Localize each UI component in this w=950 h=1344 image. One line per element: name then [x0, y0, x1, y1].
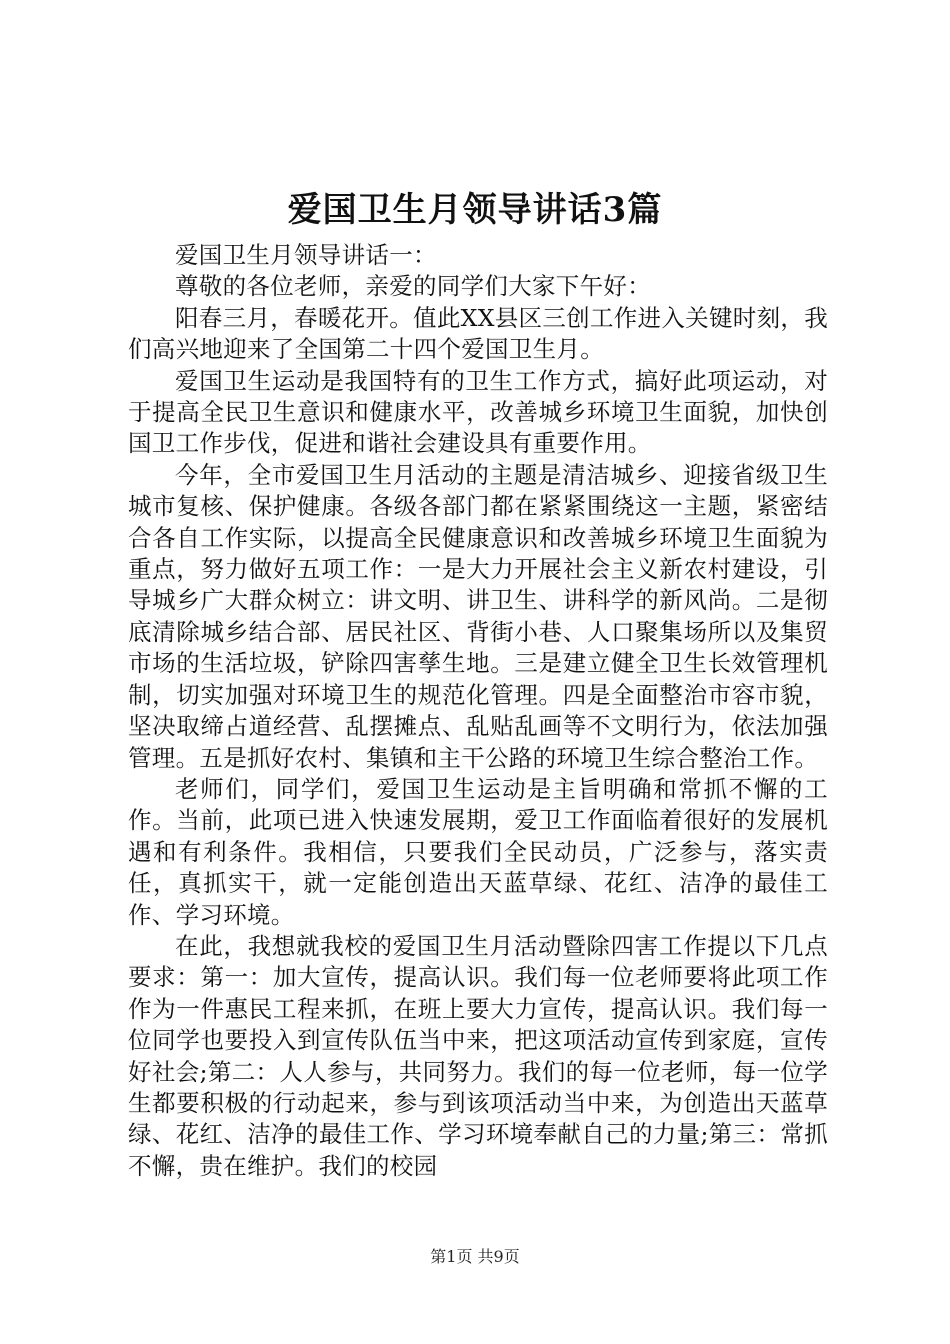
- page-number-footer: 第1页 共9页: [430, 1247, 520, 1266]
- document-title: 爱国卫生月领导讲话3篇: [287, 190, 663, 230]
- paragraph-requirements: 在此，我想就我校的爱国卫生月活动暨除四害工作提以下几点要求：第一：加大宣传，提高认识。我们每一位老师要将此项工作作为一件惠民工程来抓，在班上要大力宣传，提高认识。我们每一位同学也要投入到宣传队伍当中来，把这项活动宣传到家庭，宣传好社会;第二：人人参与，共同努力。我们的每一位老师，每一位学生都要积极的行动起来，参与到该项活动当中来，为创造出天蓝草绿、花红、洁净的最佳工作、学习环境奉献自己的力量;第三：常抓不懈，贵在维护。我们的校园: [128, 931, 828, 1180]
- paragraph-speech-heading: 爱国卫生月领导讲话一：: [175, 241, 437, 269]
- paragraph-greeting: 尊敬的各位老师，亲爱的同学们大家下午好：: [175, 272, 651, 301]
- paragraph-outlook: 老师们，同学们，爱国卫生运动是主旨明确和常抓不懈的工作。当前，此项已进入快速发展期，爱卫工作面临着很好的发展机遇和有利条件。我相信，只要我们全民动员，广泛参与，落实责任，真抓实干，就一定能创造出天蓝草绿、花红、洁净的最佳工作、学习环境。: [128, 774, 828, 929]
- document-body: [128, 240, 828, 1182]
- paragraph-opening: 阳春三月，春暖花开。值此XX县区三创工作进入关键时刻，我们高兴地迎来了全国第二十四个爱国卫生月。: [128, 303, 828, 364]
- paragraph-theme-tasks: 今年，全市爱国卫生月活动的主题是清洁城乡、迎接省级卫生城市复核、保护健康。各级各部门都在紧紧围绕这一主题，紧密结合各自工作实际，以提高全民健康意识和改善城乡环境卫生面貌为重点，努力做好五项工作：一是大力开展社会主义新农村建设，引导城乡广大群众树立：讲文明、讲卫生、讲科学的新风尚。二是彻底清除城乡结合部、居民社区、背街小巷、人口聚集场所以及集贸市场的生活垃圾，铲除四害孳生地。三是建立健全卫生长效管理机制，切实加强对环境卫生的规范化管理。四是全面整治市容市貌，坚决取缔占道经营、乱摆摊点、乱贴乱画等不文明行为，依法加强管理。五是抓好农村、集镇和主干公路的环境卫生综合整治工作。: [128, 460, 828, 772]
- paragraph-significance: 爱国卫生运动是我国特有的卫生工作方式，搞好此项运动，对于提高全民卫生意识和健康水平，改善城乡环境卫生面貌，加快创国卫工作步伐，促进和谐社会建设具有重要作用。: [128, 366, 828, 458]
